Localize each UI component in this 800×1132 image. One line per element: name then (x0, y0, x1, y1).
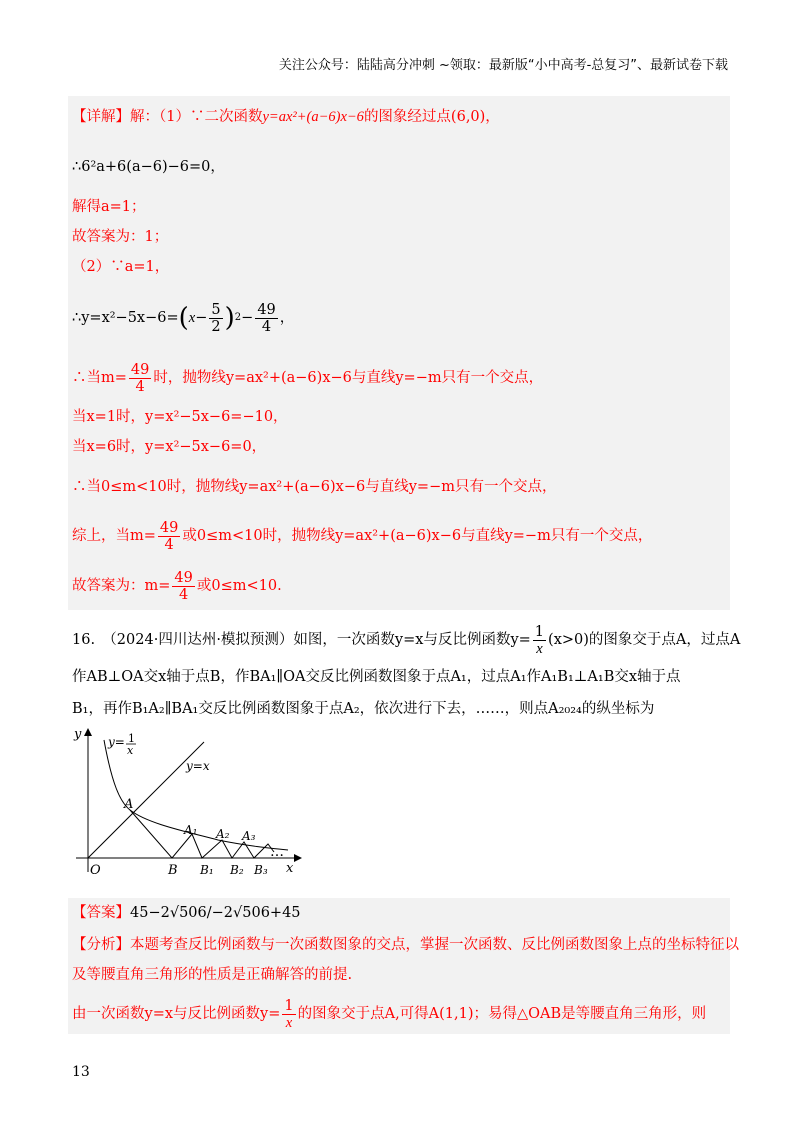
problem-line-1: 16. （2024·四川达州·模拟预测）如图，一次函数y=x与反比例函数y= $\frac{1}{x}$ (x>0)的图象交于点A，过点A (72, 623, 741, 657)
solution-line-1: 【详解】解：（1）∵二次函数y=ax²+(a−6)x−6的图象经过点(6,0)， (72, 109, 500, 125)
solution-line-10: ∴当0≤m<10时，抛物线y=ax²+(a−6)x−6与直线y=−m只有一个交点， (72, 479, 557, 495)
solution-line-9: 当x=6时，y=x²−5x−6=0， (72, 439, 267, 455)
x-axis-arrow (294, 854, 302, 862)
solution-line-5: （2）∵a=1， (72, 259, 170, 275)
curve-label: y= (108, 735, 125, 749)
point-B-label: B (168, 863, 178, 878)
point-B2-label: B₂ (230, 863, 244, 877)
analysis-line-3: 由一次函数y=x与反比例函数y= $\frac{1}{x}$ 的图象交于点A,可得A(1,1)；易得△OAB是等腰直角三角形，则 (72, 997, 707, 1031)
fraction: $\frac{49}{4}$ (130, 361, 150, 395)
problem-line-2: 作AB⊥OA交x轴于点B，作BA₁∥OA交反比例函数图象于点A₁，过点A₁作A₁B₁⊥A₁B交x轴于点 (72, 669, 681, 685)
point-B3-label: B₃ (254, 863, 268, 877)
answer-tag: 【答案】 (72, 905, 130, 921)
detail-tag: 【详解】 (72, 109, 130, 125)
answer-line: 【答案】45−2√506/−2√506+45 (72, 905, 301, 921)
y-axis-arrow (84, 728, 92, 736)
analysis-tag: 【分析】 (72, 937, 130, 953)
point-A1-label: A₁ (184, 823, 198, 837)
point-A-label: A (124, 797, 134, 812)
solution-line-4: 故答案为：1； (72, 229, 169, 245)
point-A2-label: A₂ (216, 827, 230, 841)
origin-label: O (90, 863, 101, 878)
fraction: $\frac{49}{4}$ (257, 301, 276, 335)
fraction: $\frac{49}{4}$ (159, 519, 179, 553)
solution-line-2: ∴6²a+6(a−6)−6=0， (72, 159, 225, 175)
page-number: 13 (72, 1064, 90, 1080)
solution-line-11: 综上，当m= $\frac{49}{4}$ 或0≤m<10时，抛物线y=ax²+(a−6)x−6与直线y=−m只有一个交点， (72, 519, 653, 553)
analysis-line-1: 【分析】本题考查反比例函数与一次函数图象的交点，掌握一次函数、反比例函数图象上点的坐标特征以 (72, 937, 739, 953)
curve-label-den: x (127, 744, 134, 757)
curve-label-num: 1 (128, 732, 135, 745)
y-axis-label: y (74, 727, 82, 742)
fraction: $\frac{5}{2}$ (211, 301, 221, 335)
solution-line-12: 故答案为：m= $\frac{49}{4}$ 或0≤m<10. (72, 569, 282, 603)
point-B1-label: B₁ (200, 863, 214, 877)
fraction: $\frac{49}{4}$ (174, 569, 193, 603)
solution-line-6: ∴y=x²−5x−6= ( x − $\frac{5}{2}$ ) 2 − $\frac{49}{4}$ ， (72, 301, 295, 335)
solution-line-8: 当x=1时，y=x²−5x−6=−10， (72, 409, 288, 425)
point-A3-label: A₃ (242, 829, 256, 843)
solution-line-3: 解得a=1； (72, 199, 146, 215)
line-label: y=x (186, 759, 210, 773)
figure-hyperbola-triangles (68, 722, 308, 882)
page-header: 关注公众号：陆陆高分冲刺 ~领取：最新版“小中高考-总复习”、最新试卷下载 (278, 58, 728, 73)
problem-line-3: B₁，再作B₁A₂∥BA₁交反比例函数图象于点A₂，依次进行下去，……，则点A₂₀₂₄的纵坐标为 (72, 701, 655, 717)
analysis-line-2: 及等腰直角三角形的性质是正确解答的前提. (72, 967, 353, 983)
fraction: $\frac{1}{x}$ (534, 623, 545, 657)
dots-label: … (270, 844, 284, 860)
solution-line-7: ∴当m= $\frac{49}{4}$ 时，抛物线y=ax²+(a−6)x−6与直线y=−m只有一个交点， (72, 361, 544, 395)
fraction: $\frac{1}{x}$ (284, 997, 294, 1031)
x-axis-label: x (286, 861, 294, 876)
